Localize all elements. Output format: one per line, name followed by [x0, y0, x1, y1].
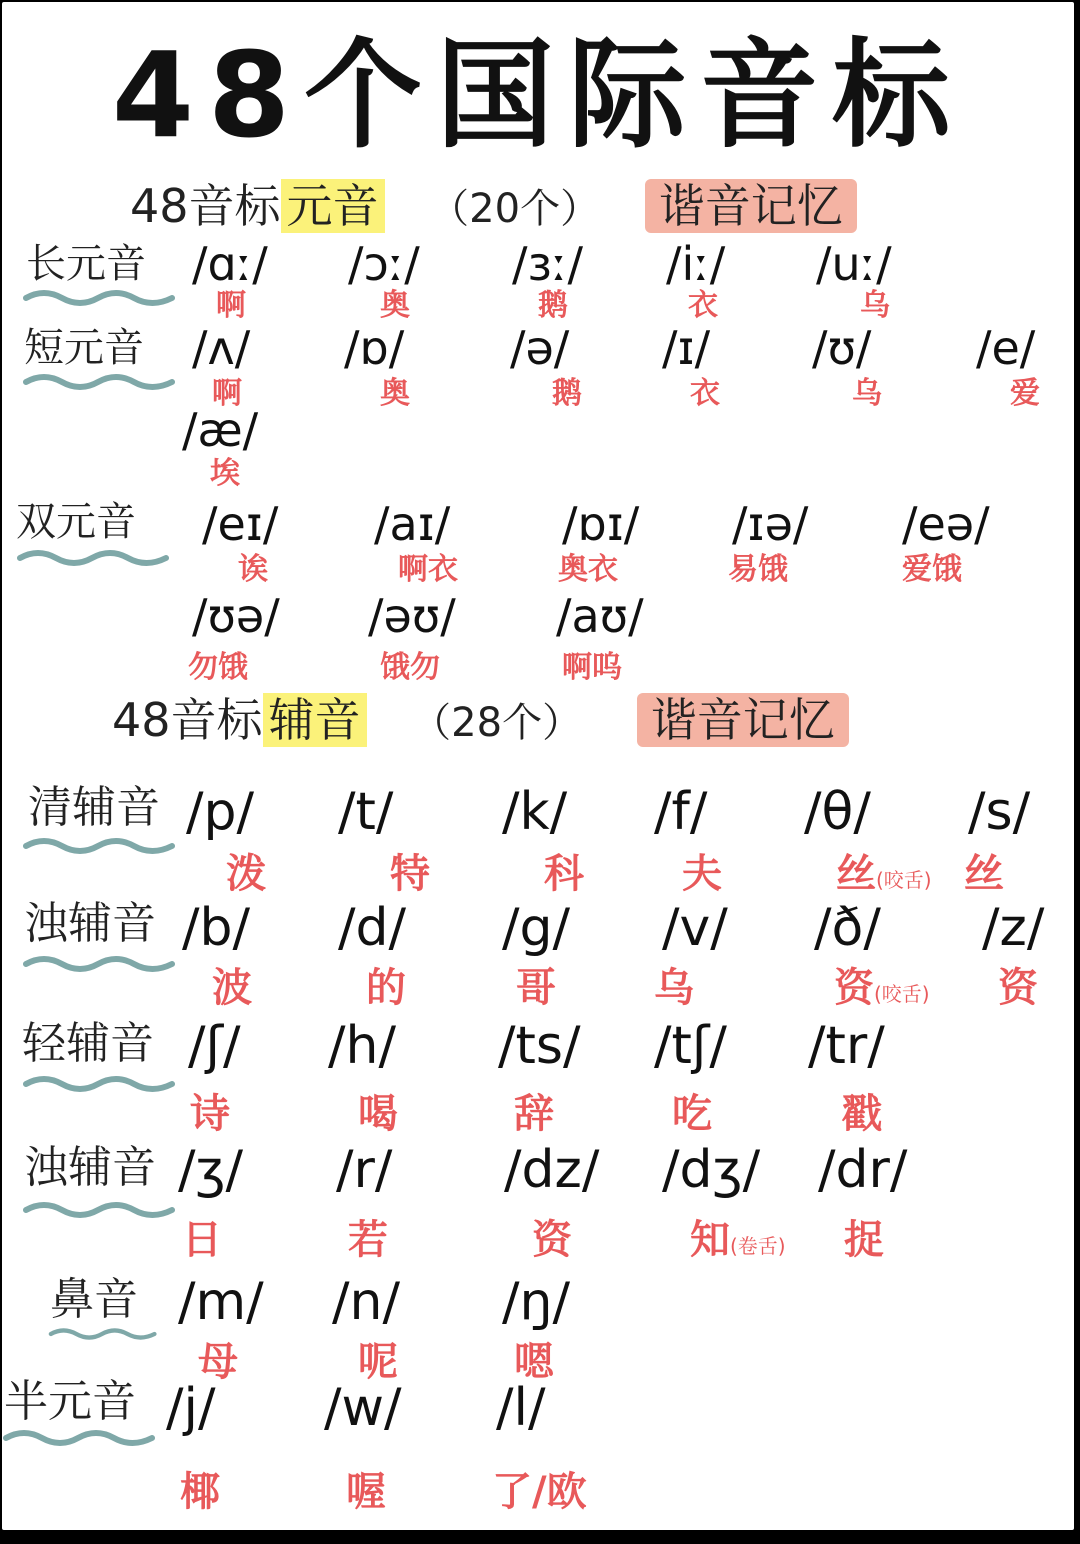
ipa-symbol: /v/ — [662, 898, 728, 958]
homophone-hint: 衣 — [690, 376, 720, 411]
homophone-hint: 了/欧 — [492, 1469, 587, 1515]
homophone-hint: 资 — [532, 1217, 572, 1263]
ipa-symbol: /iː/ — [666, 237, 726, 291]
ipa-symbol: /n/ — [332, 1272, 400, 1332]
homophone-hint: 吃 — [672, 1091, 712, 1137]
ipa-symbol: /m/ — [178, 1272, 264, 1332]
consonant-heading-highlight: 辅音 — [263, 693, 367, 747]
homophone-hint: 泼 — [226, 851, 266, 897]
ipa-symbol: /ə/ — [510, 321, 570, 375]
ipa-symbol: /ɪə/ — [732, 497, 809, 551]
homophone-hint: 鹅 — [552, 376, 582, 411]
ipa-symbol: /f/ — [654, 782, 708, 842]
page-title: 48个国际音标 — [111, 26, 965, 164]
ipa-symbol: /eə/ — [902, 497, 990, 551]
ipa-symbol: /d/ — [338, 898, 407, 958]
ipa-symbol: /ʒ/ — [178, 1140, 244, 1200]
homophone-char: 资 — [834, 965, 874, 1011]
ipa-symbol: /ʊ/ — [812, 321, 872, 375]
homophone-hint: 埃 — [210, 456, 240, 491]
homophone-hint: 乌 — [654, 965, 694, 1011]
ipa-symbol: /dz/ — [504, 1140, 600, 1200]
homophone-char: 知 — [690, 1217, 730, 1263]
homophone-hint: 资 — [998, 965, 1038, 1011]
vowel-section-heading — [130, 176, 857, 239]
homophone-hint: 诶 — [238, 552, 268, 587]
ipa-symbol: /r/ — [336, 1140, 393, 1200]
homophone-hint: 辞 — [514, 1091, 554, 1137]
vowel-memory-label: 谐音记忆 — [645, 179, 857, 233]
homophone-hint — [834, 964, 930, 1018]
ipa-symbol: /b/ — [182, 898, 251, 958]
ipa-symbol: /tʃ/ — [654, 1016, 727, 1076]
homophone-hint: 嗯 — [514, 1339, 554, 1385]
ipa-symbol: /ɑː/ — [192, 237, 268, 291]
category-voiced-2: 浊辅音 — [24, 1142, 156, 1193]
consonant-heading-prefix: 48音标 — [112, 693, 263, 747]
homophone-hint: 捉 — [844, 1217, 884, 1263]
homophone-hint: 勿饿 — [188, 650, 248, 685]
homophone-hint: 特 — [390, 851, 430, 897]
homophone-hint: 乌 — [852, 376, 882, 411]
homophone-hint: 若 — [348, 1217, 388, 1263]
ipa-symbol: /p/ — [186, 782, 255, 842]
ipa-symbol: /æ/ — [182, 403, 259, 457]
homophone-hint: 啊衣 — [398, 552, 458, 587]
consonant-memory-label: 谐音记忆 — [637, 693, 849, 747]
category-diphthongs: 双元音 — [16, 499, 136, 545]
homophone-hint: 奥 — [380, 376, 410, 411]
ipa-symbol: /t/ — [338, 782, 394, 842]
ipa-symbol: /ɒ/ — [344, 321, 405, 375]
ipa-symbol: /g/ — [502, 898, 571, 958]
homophone-hint: 啊 — [216, 288, 246, 323]
category-voiceless-2: 轻辅音 — [22, 1018, 154, 1069]
homophone-hint: 科 — [544, 851, 584, 897]
category-nasal: 鼻音 — [50, 1274, 138, 1325]
ipa-symbol: /dʒ/ — [662, 1140, 761, 1200]
vowel-heading-count: （20个） — [429, 186, 601, 232]
homophone-hint: 戳 — [842, 1091, 882, 1137]
vowel-heading-prefix: 48音标 — [130, 179, 281, 233]
wavy-underline-decoration — [22, 288, 177, 308]
homophone-hint: 喝 — [358, 1091, 398, 1137]
ipa-symbol: /tr/ — [808, 1016, 885, 1076]
category-voiceless-1: 清辅音 — [28, 782, 160, 833]
ipa-symbol: /əʊ/ — [368, 589, 456, 643]
ipa-symbol: /s/ — [968, 782, 1031, 842]
homophone-hint: 饿勿 — [380, 650, 440, 685]
homophone-hint: 乌 — [860, 288, 890, 323]
homophone-note: (咬舌) — [876, 868, 932, 892]
ipa-symbol: /e/ — [976, 321, 1036, 375]
ipa-symbol: /ŋ/ — [502, 1272, 570, 1332]
homophone-hint: 喔 — [346, 1469, 386, 1515]
homophone-hint: 夫 — [682, 851, 722, 897]
wavy-underline-decoration — [16, 548, 171, 568]
ipa-symbol: /ɔː/ — [348, 237, 420, 291]
homophone-hint: 奥 — [380, 288, 410, 323]
homophone-hint: 奥衣 — [558, 552, 618, 587]
ipa-symbol: /ʊə/ — [192, 589, 280, 643]
category-long-vowels: 长元音 — [26, 241, 146, 287]
ipa-symbol: /ʌ/ — [192, 321, 251, 375]
ipa-symbol: /z/ — [982, 898, 1045, 958]
ipa-symbol: /l/ — [496, 1378, 546, 1438]
ipa-symbol: /ð/ — [814, 898, 881, 958]
homophone-char: 丝 — [836, 851, 876, 897]
wavy-underline-decoration — [22, 372, 177, 392]
ipa-symbol: /aɪ/ — [374, 497, 451, 551]
wavy-underline-decoration — [22, 954, 177, 974]
ipa-symbol: /h/ — [328, 1016, 396, 1076]
category-voiced-1: 浊辅音 — [24, 898, 156, 949]
homophone-hint: 诗 — [190, 1091, 230, 1137]
homophone-hint — [690, 1216, 786, 1270]
wavy-underline-decoration — [22, 836, 177, 856]
wavy-underline-decoration — [22, 1074, 177, 1094]
ipa-symbol: /k/ — [502, 782, 568, 842]
homophone-hint: 易饿 — [728, 552, 788, 587]
homophone-hint: 爱饿 — [902, 552, 962, 587]
ipa-symbol: /j/ — [166, 1378, 216, 1438]
homophone-hint: 椰 — [180, 1469, 220, 1515]
homophone-hint: 衣 — [688, 288, 718, 323]
wavy-underline-decoration — [22, 1200, 177, 1220]
homophone-hint: 丝 — [964, 851, 1004, 897]
homophone-hint: 鹅 — [538, 288, 568, 323]
ipa-symbol: /uː/ — [816, 237, 892, 291]
ipa-symbol: /ɒɪ/ — [562, 497, 640, 551]
homophone-hint: 哥 — [516, 965, 556, 1011]
consonant-heading-count: （28个） — [411, 700, 583, 746]
wavy-underline-decoration — [2, 1428, 157, 1448]
ipa-symbol: /ts/ — [498, 1016, 581, 1076]
wavy-underline-decoration — [48, 1324, 158, 1344]
homophone-hint: 日 — [182, 1217, 222, 1263]
homophone-note: (卷舌) — [730, 1234, 786, 1258]
homophone-hint: 波 — [212, 965, 252, 1011]
phonetic-chart-sheet — [2, 2, 1074, 1530]
ipa-symbol: /ʃ/ — [188, 1016, 241, 1076]
ipa-symbol: /ɜː/ — [512, 237, 583, 291]
homophone-hint: 呢 — [358, 1339, 398, 1385]
category-semivowel: 半元音 — [4, 1376, 136, 1427]
category-short-vowels: 短元音 — [24, 325, 144, 371]
homophone-note: (咬舌) — [874, 982, 930, 1006]
homophone-hint: 母 — [198, 1339, 238, 1385]
vowel-heading-highlight: 元音 — [281, 179, 385, 233]
ipa-symbol: /eɪ/ — [202, 497, 279, 551]
consonant-section-heading — [112, 690, 849, 753]
homophone-hint: 啊 — [212, 376, 242, 411]
ipa-symbol: /w/ — [324, 1378, 402, 1438]
ipa-symbol: /aʊ/ — [556, 589, 644, 643]
ipa-symbol: /θ/ — [804, 782, 871, 842]
homophone-hint — [836, 850, 932, 904]
homophone-hint: 啊呜 — [562, 650, 622, 685]
homophone-hint: 的 — [366, 965, 406, 1011]
homophone-hint: 爱 — [1010, 376, 1040, 411]
ipa-symbol: /dr/ — [818, 1140, 908, 1200]
ipa-symbol: /ɪ/ — [662, 321, 711, 375]
